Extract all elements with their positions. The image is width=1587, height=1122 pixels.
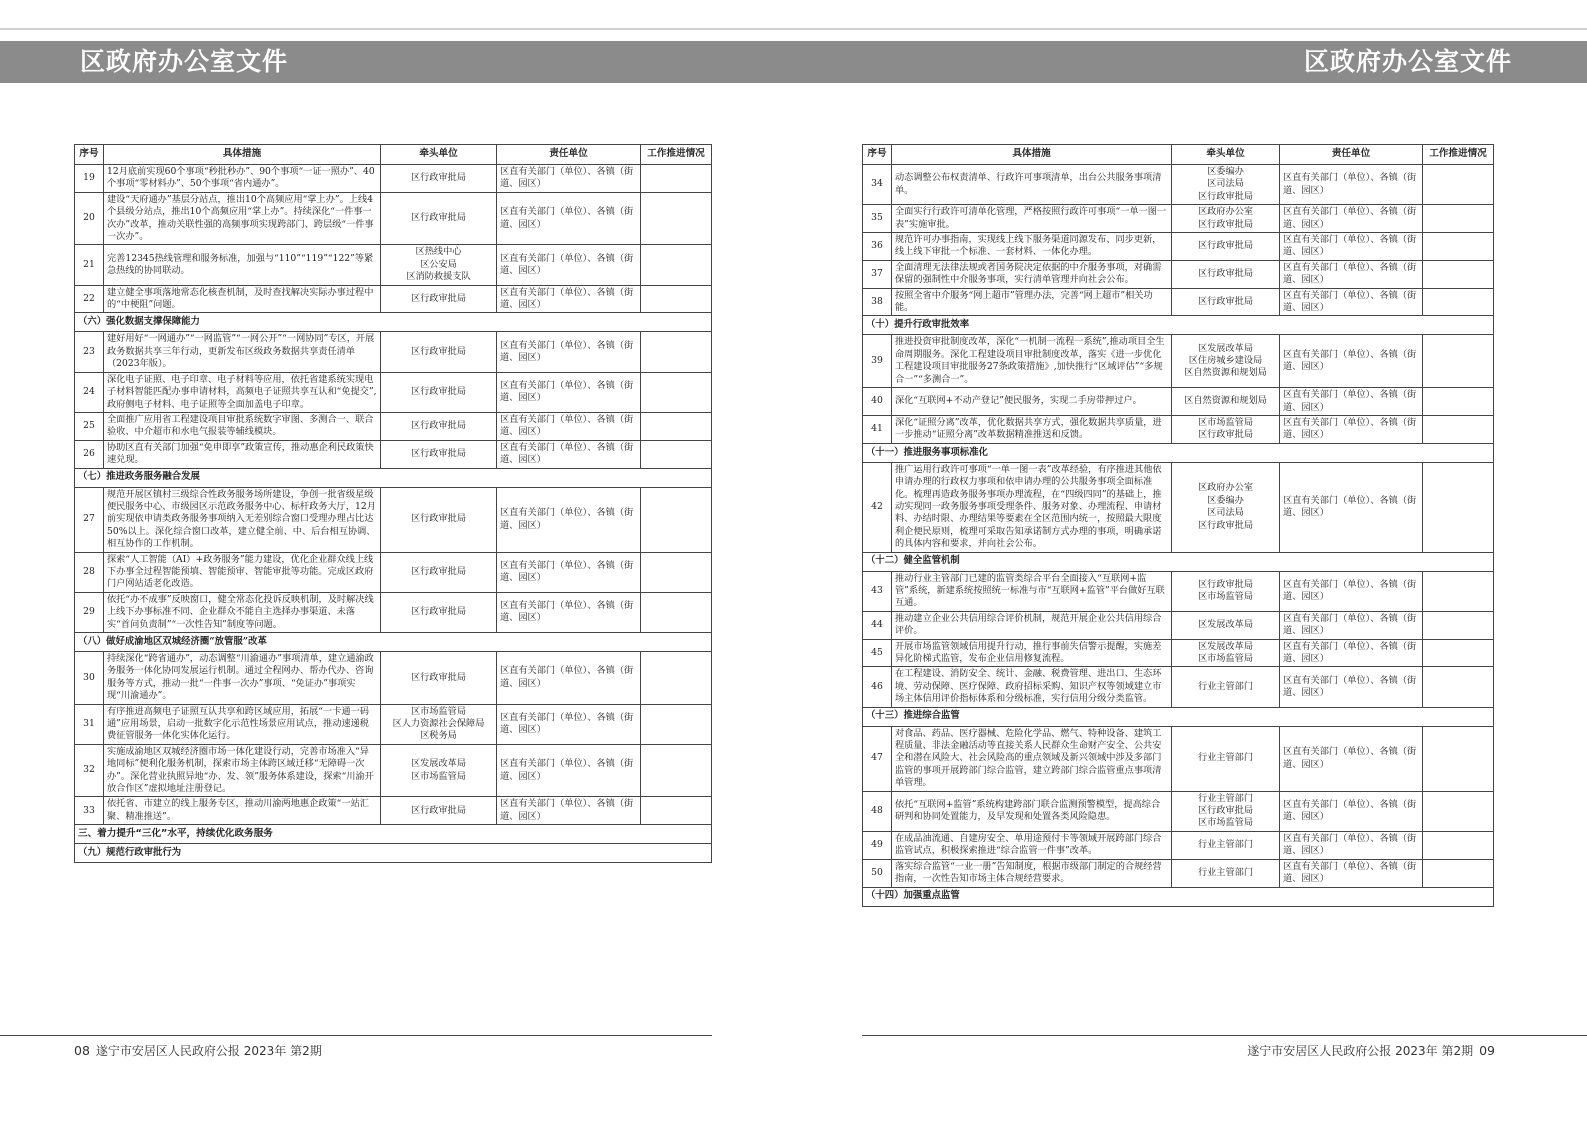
section-row xyxy=(863,887,1494,906)
row-number: 50 xyxy=(863,859,892,887)
progress-cell xyxy=(1423,859,1494,887)
measure-text: 完善12345热线管理和服务标准，加强与“110”“119”“122”等紧急热线的协同联动。 xyxy=(104,245,381,285)
table-row xyxy=(863,165,1494,205)
table-body-left xyxy=(75,165,712,863)
measure-text: 依托省、市建立的线上服务专区，推动川渝两地惠企政策“一站汇聚、精准推送”。 xyxy=(104,797,381,825)
header-title-left: 区政府办公室文件 xyxy=(80,47,289,76)
progress-cell xyxy=(1423,233,1494,261)
measure-text: 12月底前实现60个事项“秒批秒办”、90个事项“一证一照办”、40个事项“零材料办”、50个事项“省内通办”。 xyxy=(104,165,381,193)
section-row xyxy=(75,633,712,652)
table-row xyxy=(863,462,1494,552)
footer-rule-left xyxy=(0,1035,712,1036)
measure-text: 深化“证照分离”改革，优化数据共享方式，强化数据共享质量，进一步推动“证照分离”改革数据精准推送和反馈。 xyxy=(892,415,1172,443)
measure-text: 推广运用行政许可事项“一单一图一表”改革经验，有序推进其他依申请办理的行政权力事项和依申请办理的公共服务事项全面标准化。梳理再造政务服务事项办理流程，在“四级四同”的基础上，推动实现同一政务服务事项受理条件、服务对象、办理流程、申请材料、办结时限、办理结果等要素在全区范围内统一，按照最大限度利企便民原则，梳理可采取告知承诺制方式办理的事项，明确承诺的具体内容和要求，并向社会公布。 xyxy=(892,462,1172,552)
row-number: 43 xyxy=(863,571,892,611)
row-number: 36 xyxy=(863,233,892,261)
measure-text: 在工程建设、消防安全、统计、金融、税费管理、进出口、生态环境、劳动保障、医疗保障、政府招标采购、知识产权等领域建立市场主体信用评价指标体系和分级标准，实行信用分级分类监管。 xyxy=(892,667,1172,707)
measure-text: 有序推进高频电子证照互认共享和跨区域应用，拓展“一卡通一码通”应用场景，启动一批数字化示范性场景应用试点，推动速递税费征管服务一体化实体化运行。 xyxy=(104,704,381,744)
responsible-unit: 区直有关部门（单位）、各镇（街道、园区） xyxy=(497,332,641,372)
section-heading: （十一）推进服务事项标准化 xyxy=(863,443,1494,462)
section-heading: （六）强化数据支撑保障能力 xyxy=(75,313,712,332)
lead-unit: 区行政审批局 xyxy=(381,652,497,705)
responsible-unit: 区直有关部门（单位）、各镇（街道、园区） xyxy=(497,192,641,245)
progress-cell xyxy=(641,487,712,552)
lead-unit: 区行政审批局 xyxy=(1172,288,1280,316)
progress-cell xyxy=(1423,388,1494,416)
col-header-resp: 责任单位 xyxy=(1280,145,1423,165)
row-number: 28 xyxy=(75,552,104,592)
measure-text: 推动行业主管部门已建的监管类综合平台全面接入“互联网+监管”系统，新建系统按照统一标准与市“互联网+监管”平台做好互联互通。 xyxy=(892,571,1172,611)
progress-cell xyxy=(1423,260,1494,288)
lead-unit: 区发展改革局 区市场监管局 xyxy=(1172,639,1280,667)
measure-text: 对食品、药品、医疗器械、危险化学品、燃气、特种设备、建筑工程质量、非法金融活动等直接关系人民群众生命财产安全、公共安全和潜在风险大、社会风险高的重点领域及新兴领域中涉及多部门监管的事项开展跨部门综合监管，建立跨部门综合监管重点事项清单管理。 xyxy=(892,726,1172,791)
lead-unit: 区行政审批局 区市场监管局 xyxy=(1172,571,1280,611)
responsible-unit: 区直有关部门（单位）、各镇（街道、园区） xyxy=(1280,205,1423,233)
measure-text: 实施成渝地区双城经济圈市场一体化建设行动，完善市场准入“异地同标”便利化服务机制，探索市场主体跨区域迁移“无障碍一次办”。深化营业执照异地“办、发、领”服务体系建设，探索“川渝开放合作区”虚拟地址注册登记。 xyxy=(104,744,381,797)
lead-unit: 区行政审批局 xyxy=(381,192,497,245)
responsible-unit: 区直有关部门（单位）、各镇（街道、园区） xyxy=(497,487,641,552)
lead-unit: 区行政审批局 xyxy=(381,440,497,468)
top-rule xyxy=(0,28,1587,30)
responsible-unit: 区直有关部门（单位）、各镇（街道、园区） xyxy=(497,592,641,632)
row-number: 25 xyxy=(75,412,104,440)
table-body-right xyxy=(863,165,1494,907)
section-heading: （十二）健全监管机制 xyxy=(863,552,1494,571)
table-row xyxy=(863,415,1494,443)
responsible-unit: 区直有关部门（单位）、各镇（街道、园区） xyxy=(497,704,641,744)
header-title-right: 区政府办公室文件 xyxy=(1303,47,1512,76)
progress-cell xyxy=(641,245,712,285)
lead-unit: 区行政审批局 xyxy=(381,165,497,193)
row-number: 49 xyxy=(863,831,892,859)
progress-cell xyxy=(1423,335,1494,388)
col-header-measure: 具体措施 xyxy=(104,145,381,165)
row-number: 20 xyxy=(75,192,104,245)
measure-text: 全面推广应用省工程建设项目审批系统数字审图、多测合一、联合验收、中介超市和水电气报装等辅线模块。 xyxy=(104,412,381,440)
footer-rule-right xyxy=(862,1035,1587,1036)
section-heading: （九）规范行政审批行为 xyxy=(75,844,712,863)
lead-unit: 区行政审批局 xyxy=(381,592,497,632)
measure-text: 持续深化“跨省通办”，动态调整“川渝通办”事项清单，建立通渝政务服务一体化协同发展运行机制。通过全程网办、帮办代办、咨询服务等方式，推动一批“一件事一次办”事项、“免证办”事项实现“川渝通办”。 xyxy=(104,652,381,705)
lead-unit: 区行政审批局 xyxy=(381,412,497,440)
responsible-unit: 区直有关部门（单位）、各镇（街道、园区） xyxy=(497,440,641,468)
col-header-no: 序号 xyxy=(863,145,892,165)
table-row xyxy=(863,859,1494,887)
page-number-left: 08 xyxy=(74,1043,90,1058)
progress-cell xyxy=(1423,571,1494,611)
table-row xyxy=(75,440,712,468)
footer-left xyxy=(74,1042,322,1059)
lead-unit: 行业主管部门 xyxy=(1172,667,1280,707)
lead-unit: 区委编办 区司法局 区行政审批局 xyxy=(1172,165,1280,205)
table-row xyxy=(75,245,712,285)
table-row xyxy=(863,233,1494,261)
progress-cell xyxy=(641,797,712,825)
col-header-progress: 工作推进情况 xyxy=(641,145,712,165)
table-row xyxy=(75,744,712,797)
lead-unit: 区政府办公室 区委编办 区司法局 区行政审批局 xyxy=(1172,462,1280,552)
responsible-unit: 区直有关部门（单位）、各镇（街道、园区） xyxy=(1280,639,1423,667)
responsible-unit: 区直有关部门（单位）、各镇（街道、园区） xyxy=(497,552,641,592)
row-number: 19 xyxy=(75,165,104,193)
progress-cell xyxy=(1423,791,1494,831)
row-number: 31 xyxy=(75,704,104,744)
section-row xyxy=(863,707,1494,726)
measure-text: 深化电子证照、电子印章、电子材料等应用，依托省建系统实现电子材料智能匹配办事申请材料，高频电子证照共享互认和“免提交”,政府侧电子材料、电子证照等全面加盖电子印章。 xyxy=(104,372,381,412)
footer-right xyxy=(1247,1042,1495,1059)
table-row xyxy=(863,667,1494,707)
responsible-unit: 区直有关部门（单位）、各镇（街道、园区） xyxy=(497,372,641,412)
progress-cell xyxy=(641,440,712,468)
responsible-unit: 区直有关部门（单位）、各镇（街道、园区） xyxy=(497,165,641,193)
row-number: 41 xyxy=(863,415,892,443)
row-number: 29 xyxy=(75,592,104,632)
table-row xyxy=(863,288,1494,316)
lead-unit: 区发展改革局 区住房城乡建设局 区自然资源和规划局 xyxy=(1172,335,1280,388)
table-row xyxy=(863,611,1494,639)
responsible-unit: 区直有关部门（单位）、各镇（街道、园区） xyxy=(1280,165,1423,205)
responsible-unit: 区直有关部门（单位）、各镇（街道、园区） xyxy=(1280,388,1423,416)
lead-unit: 区市场监管局 区人力资源社会保障局 区税务局 xyxy=(381,704,497,744)
progress-cell xyxy=(1423,726,1494,791)
section-row xyxy=(863,443,1494,462)
measure-text: 按照全省中介服务“网上超市”管理办法，完善“网上超市”相关功能。 xyxy=(892,288,1172,316)
section-row xyxy=(75,468,712,487)
lead-unit: 区行政审批局 xyxy=(381,487,497,552)
row-number: 22 xyxy=(75,285,104,313)
lead-unit: 区自然资源和规划局 xyxy=(1172,388,1280,416)
measure-text: 深化“互联网+不动产登记”便民服务，实现二手房带押过户。 xyxy=(892,388,1172,416)
row-number: 42 xyxy=(863,462,892,552)
lead-unit: 行业主管部门 xyxy=(1172,726,1280,791)
responsible-unit: 区直有关部门（单位）、各镇（街道、园区） xyxy=(1280,571,1423,611)
table-row xyxy=(75,372,712,412)
row-number: 40 xyxy=(863,388,892,416)
responsible-unit: 区直有关部门（单位）、各镇（街道、园区） xyxy=(1280,726,1423,791)
responsible-unit: 区直有关部门（单位）、各镇（街道、园区） xyxy=(497,285,641,313)
section-row xyxy=(863,552,1494,571)
row-number: 26 xyxy=(75,440,104,468)
progress-cell xyxy=(641,332,712,372)
responsible-unit: 区直有关部门（单位）、各镇（街道、园区） xyxy=(1280,462,1423,552)
row-number: 21 xyxy=(75,245,104,285)
responsible-unit: 区直有关部门（单位）、各镇（街道、园区） xyxy=(1280,667,1423,707)
progress-cell xyxy=(1423,415,1494,443)
row-number: 37 xyxy=(863,260,892,288)
progress-cell xyxy=(1423,462,1494,552)
col-header-resp: 责任单位 xyxy=(497,145,641,165)
table-row xyxy=(75,285,712,313)
section-heading: （十）提升行政审批效率 xyxy=(863,316,1494,335)
row-number: 33 xyxy=(75,797,104,825)
responsible-unit: 区直有关部门（单位）、各镇（街道、园区） xyxy=(497,412,641,440)
responsible-unit: 区直有关部门（单位）、各镇（街道、园区） xyxy=(1280,831,1423,859)
table-row xyxy=(863,791,1494,831)
table-row xyxy=(863,260,1494,288)
progress-cell xyxy=(1423,831,1494,859)
responsible-unit: 区直有关部门（单位）、各镇（街道、园区） xyxy=(497,245,641,285)
measure-text: 推进投资审批制度改革，深化“一机制一流程一系统”,推动项目全生命周期服务。深化工程建设项目审批制度改革，落实《进一步优化工程建设项目审批服务27条政策措施》,加快推行“区域评估”“多规合一”“多测合一”。 xyxy=(892,335,1172,388)
progress-cell xyxy=(1423,611,1494,639)
section-heading: 三、着力提升“三化”水平，持续优化政务服务 xyxy=(75,825,712,844)
table-row xyxy=(75,552,712,592)
table-row xyxy=(75,652,712,705)
section-row xyxy=(75,844,712,863)
section-row xyxy=(863,316,1494,335)
row-number: 27 xyxy=(75,487,104,552)
col-header-progress: 工作推进情况 xyxy=(1423,145,1494,165)
responsible-unit: 区直有关部门（单位）、各镇（街道、园区） xyxy=(1280,791,1423,831)
lead-unit: 区热线中心 区公安局 区消防救援支队 xyxy=(381,245,497,285)
progress-cell xyxy=(641,652,712,705)
table-row xyxy=(75,592,712,632)
progress-cell xyxy=(1423,165,1494,205)
measure-text: 全面实行行政许可清单化管理，严格按照行政许可事项“一单一图一表”实施审批。 xyxy=(892,205,1172,233)
section-row xyxy=(75,825,712,844)
measure-text: 落实综合监管“一业一册”告知制度，根据市级部门制定的合规经营指南，一次性告知市场主体合规经营要求。 xyxy=(892,859,1172,887)
progress-cell xyxy=(641,704,712,744)
section-heading: （十三）推进综合监管 xyxy=(863,707,1494,726)
table-row xyxy=(863,831,1494,859)
responsible-unit: 区直有关部门（单位）、各镇（街道、园区） xyxy=(1280,288,1423,316)
row-number: 47 xyxy=(863,726,892,791)
measure-text: 建设“天府通办”基层分站点，推出10个高频应用“掌上办”。上线4个县级分站点，推出10个高频应用“掌上办”。持续深化“一件事一次办”改革，推动关联性强的高频事项实现跨部门、跨层级“一件事一次办”。 xyxy=(104,192,381,245)
progress-cell xyxy=(641,165,712,193)
measures-table-right xyxy=(862,144,1494,907)
row-number: 48 xyxy=(863,791,892,831)
row-number: 44 xyxy=(863,611,892,639)
responsible-unit: 区直有关部门（单位）、各镇（街道、园区） xyxy=(1280,859,1423,887)
progress-cell xyxy=(641,285,712,313)
row-number: 23 xyxy=(75,332,104,372)
measure-text: 建好用好“一网通办”“一网监管”“一网公开”“一网协同”专区，开展政务数据共享三年行动，更新发布区级政务数据共享责任清单（2023年版）。 xyxy=(104,332,381,372)
section-heading: （八）做好成渝地区双城经济圈“放管服”改革 xyxy=(75,633,712,652)
table-row xyxy=(863,639,1494,667)
lead-unit: 区市场监管局 区行政审批局 xyxy=(1172,415,1280,443)
lead-unit: 行业主管部门 区行政审批局 区市场监管局 xyxy=(1172,791,1280,831)
responsible-unit: 区直有关部门（单位）、各镇（街道、园区） xyxy=(1280,260,1423,288)
responsible-unit: 区直有关部门（单位）、各镇（街道、园区） xyxy=(1280,233,1423,261)
footer-text-right: 遂宁市安居区人民政府公报 2023年 第2期 xyxy=(1247,1044,1474,1058)
table-row xyxy=(75,797,712,825)
row-number: 35 xyxy=(863,205,892,233)
lead-unit: 区行政审批局 xyxy=(381,285,497,313)
row-number: 30 xyxy=(75,652,104,705)
measure-text: 开展市场监管领域信用提升行动，推行事前失信警示提醒，实施差异化阶梯式监管，发布企业信用修复流程。 xyxy=(892,639,1172,667)
responsible-unit: 区直有关部门（单位）、各镇（街道、园区） xyxy=(1280,611,1423,639)
measure-text: 依托“互联网+监管”系统构建跨部门联合监测预警模型，提高综合研判和协同处置能力，及早发现和处置各类风险隐患。 xyxy=(892,791,1172,831)
measure-text: 依托“办不成事”反映窗口，健全常态化投诉反映机制，及时解决线上线下办事标准不同、企业群众不能自主选择办事渠道、未落实“首问负责制”“一次性告知”制度等问题。 xyxy=(104,592,381,632)
row-number: 24 xyxy=(75,372,104,412)
responsible-unit: 区直有关部门（单位）、各镇（街道、园区） xyxy=(1280,335,1423,388)
responsible-unit: 区直有关部门（单位）、各镇（街道、园区） xyxy=(497,797,641,825)
progress-cell xyxy=(641,192,712,245)
lead-unit: 区行政审批局 xyxy=(381,372,497,412)
lead-unit: 区发展改革局 xyxy=(1172,611,1280,639)
table-row xyxy=(75,412,712,440)
progress-cell xyxy=(1423,205,1494,233)
measure-text: 规范许可办事指南，实现线上线下服务渠道同源发布、同步更新，线上线下审批一个标准、一套材料、一体化办理。 xyxy=(892,233,1172,261)
page-number-right: 09 xyxy=(1479,1043,1495,1058)
lead-unit: 区行政审批局 xyxy=(381,797,497,825)
measure-text: 探索“人工智能（AI）+政务服务”能力建设，优化企业群众线上线下办事全过程智能预填、智能预审、智能审批等功能。完成区政府门户网站适老化改造。 xyxy=(104,552,381,592)
row-number: 32 xyxy=(75,744,104,797)
progress-cell xyxy=(641,744,712,797)
row-number: 39 xyxy=(863,335,892,388)
progress-cell xyxy=(1423,288,1494,316)
lead-unit: 区行政审批局 xyxy=(381,332,497,372)
lead-unit: 区发展改革局 区市场监管局 xyxy=(381,744,497,797)
section-heading: （十四）加强重点监管 xyxy=(863,887,1494,906)
table-row xyxy=(863,726,1494,791)
measure-text: 协助区直有关部门加强“免申即享”政策宣传，推动惠企利民政策快速兑现。 xyxy=(104,440,381,468)
table-row xyxy=(863,388,1494,416)
measure-text: 动态调整公布权责清单、行政许可事项清单，出台公共服务事项清单。 xyxy=(892,165,1172,205)
measure-text: 推动建立企业公共信用综合评价机制，规范开展企业公共信用综合评价。 xyxy=(892,611,1172,639)
responsible-unit: 区直有关部门（单位）、各镇（街道、园区） xyxy=(497,652,641,705)
table-row xyxy=(75,332,712,372)
responsible-unit: 区直有关部门（单位）、各镇（街道、园区） xyxy=(497,744,641,797)
col-header-lead: 牵头单位 xyxy=(381,145,497,165)
table-row xyxy=(75,704,712,744)
lead-unit: 行业主管部门 xyxy=(1172,831,1280,859)
measure-text: 规范开展区镇村三级综合性政务服务场所建设，争创一批省级星级便民服务中心、市级园区示范政务服务中心、标杆政务大厅，12月前实现依申请类政务服务事项纳入无差别综合窗口受理办理占比达50%以上。深化综合窗口改革，建立健全前、中、后台相互协调、相互协作的工作机制。 xyxy=(104,487,381,552)
table-row xyxy=(863,205,1494,233)
section-heading: （七）推进政务服务融合发展 xyxy=(75,468,712,487)
lead-unit: 行业主管部门 xyxy=(1172,859,1280,887)
col-header-lead: 牵头单位 xyxy=(1172,145,1280,165)
table-row xyxy=(863,335,1494,388)
lead-unit: 区行政审批局 xyxy=(1172,260,1280,288)
progress-cell xyxy=(1423,639,1494,667)
footer-text-left: 遂宁市安居区人民政府公报 2023年 第2期 xyxy=(95,1044,322,1058)
row-number: 38 xyxy=(863,288,892,316)
table-row xyxy=(863,571,1494,611)
col-header-measure: 具体措施 xyxy=(892,145,1172,165)
table-row xyxy=(75,192,712,245)
col-header-no: 序号 xyxy=(75,145,104,165)
progress-cell xyxy=(641,372,712,412)
section-row xyxy=(75,313,712,332)
table-row xyxy=(75,487,712,552)
progress-cell xyxy=(641,552,712,592)
responsible-unit: 区直有关部门（单位）、各镇（街道、园区） xyxy=(1280,415,1423,443)
row-number: 34 xyxy=(863,165,892,205)
measure-text: 建立健全事项落地常态化核查机制，及时查找解决实际办事过程中的“中梗阻”问题。 xyxy=(104,285,381,313)
progress-cell xyxy=(641,592,712,632)
row-number: 46 xyxy=(863,667,892,707)
lead-unit: 区行政审批局 xyxy=(1172,233,1280,261)
table-row xyxy=(75,165,712,193)
measure-text: 在成品油流通、自建房安全、单用途预付卡等领域开展跨部门综合监管试点，积极探索推进“综合监管一件事”改革。 xyxy=(892,831,1172,859)
lead-unit: 区政府办公室 区行政审批局 xyxy=(1172,205,1280,233)
row-number: 45 xyxy=(863,639,892,667)
lead-unit: 区行政审批局 xyxy=(381,552,497,592)
measures-table-left xyxy=(74,144,712,863)
progress-cell xyxy=(641,412,712,440)
measure-text: 全面清理无法律法规或者国务院决定依据的中介服务事项，对确需保留的强制性中介服务事项，实行清单管理并向社会公布。 xyxy=(892,260,1172,288)
progress-cell xyxy=(1423,667,1494,707)
